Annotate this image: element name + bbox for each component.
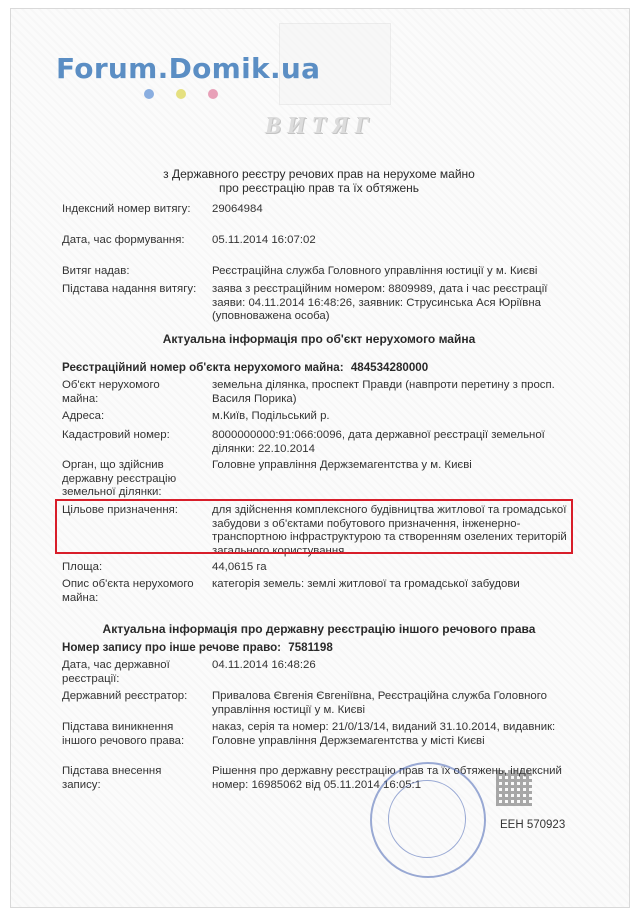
field-label: Орган, що здійснив державну реєстрацію земельної ділянки: — [62, 459, 177, 498]
field-value: для здійснення комплексного будівництва житлової та громадської забудови з об'єктами побутового призначення, інженерно-транспортною інфраструктурою та створенням озелених територій загального користування — [212, 504, 567, 557]
field-label: Площа: — [62, 561, 103, 573]
field-value: 29064984 — [212, 203, 263, 215]
qr-code — [496, 770, 532, 806]
field-value: 04.11.2014 16:48:26 — [212, 659, 316, 671]
object-reg-number — [62, 361, 428, 374]
field-value: наказ, серія та номер: 21/0/13/14, виданий 31.10.2014, видавник: Головне управління Держземагентства у місті Києві — [212, 721, 556, 747]
official-stamp — [370, 762, 486, 878]
field-label: Дата, час державної реєстрації: — [62, 659, 170, 685]
field-label: Дата, час формування: — [62, 234, 185, 246]
purpose-highlight-box — [55, 499, 573, 554]
field-label: Витяг надав: — [62, 265, 130, 277]
field-value: м.Київ, Подільський р. — [212, 410, 330, 422]
field-label: Державний реєстратор: — [62, 690, 188, 702]
reg-number-label: Реєстраційний номер об'єкта нерухомого майна: — [62, 361, 344, 374]
watermark-dot — [144, 89, 154, 99]
field-value: Реєстраційна служба Головного управління юстиції у м. Києві — [212, 265, 538, 277]
watermark-dot — [208, 89, 218, 99]
subtitle-line-2: про реєстрацію прав та їх обтяжень — [218, 181, 420, 195]
field-label: Об'єкт нерухомого майна: — [62, 379, 160, 405]
field-value: Привалова Євгенія Євгеніївна, Реєстраційна служба Головного управління юстиції у м. Києві — [212, 690, 547, 716]
reg-number-value: 484534280000 — [350, 361, 429, 374]
field-label: Кадастровий номер: — [62, 429, 170, 441]
field-label: Підстава надання витягу: — [62, 283, 197, 295]
field-label: Адреса: — [62, 410, 105, 422]
watermark-logo: Forum.Domik.ua — [56, 52, 321, 85]
field-value: Головне управління Держземагентства у м. Києві — [212, 459, 472, 471]
stamp-inner-ring — [388, 780, 466, 858]
field-value: 8000000000:91:066:0096, дата державної реєстрації земельної ділянки: 22.10.2014 — [212, 429, 545, 455]
field-label: Підстава внесення запису: — [62, 765, 162, 791]
right-record-number — [62, 641, 333, 654]
watermark-dots — [144, 89, 218, 99]
field-label: Індексний номер витягу: — [62, 203, 191, 215]
field-label: Підстава виникнення іншого речового права: — [62, 721, 185, 747]
document-title: ВИТЯГ — [264, 113, 376, 139]
field-value: заява з реєстраційним номером: 8809989, дата і час реєстрації заяви: 04.11.2014 16:48:26, заявник: Струсинська Ася Юріївна (уповноважена особа) — [212, 283, 548, 322]
field-label: Опис об'єкта нерухомого майна: — [62, 578, 194, 604]
field-value: 05.11.2014 16:07:02 — [212, 234, 316, 246]
field-value: категорія земель: землі житлової та громадської забудови — [212, 578, 520, 590]
field-value: Рішення про державну реєстрацію прав та їх обтяжень, індексний номер: 16985062 від 05.11.2014 16:05:1 — [212, 765, 562, 791]
section-title-right: Актуальна інформація про державну реєстрацію іншого речового права — [102, 622, 536, 636]
subtitle-line-1: з Державного реєстру речових прав на нерухоме майно — [163, 167, 475, 181]
field-label: Цільове призначення: — [62, 504, 178, 516]
record-number-label: Номер запису про інше речове право: — [62, 641, 282, 654]
field-value: 44,0615 га — [212, 561, 267, 573]
watermark-dot — [176, 89, 186, 99]
serial-number: ЕЕН 570923 — [500, 819, 566, 831]
record-number-value: 7581198 — [288, 641, 333, 654]
section-title-object: Актуальна інформація про об'єкт нерухомого майна — [162, 332, 476, 346]
field-value: земельна ділянка, проспект Правди (навпроти перетину з просп. Василя Порика) — [212, 379, 555, 405]
